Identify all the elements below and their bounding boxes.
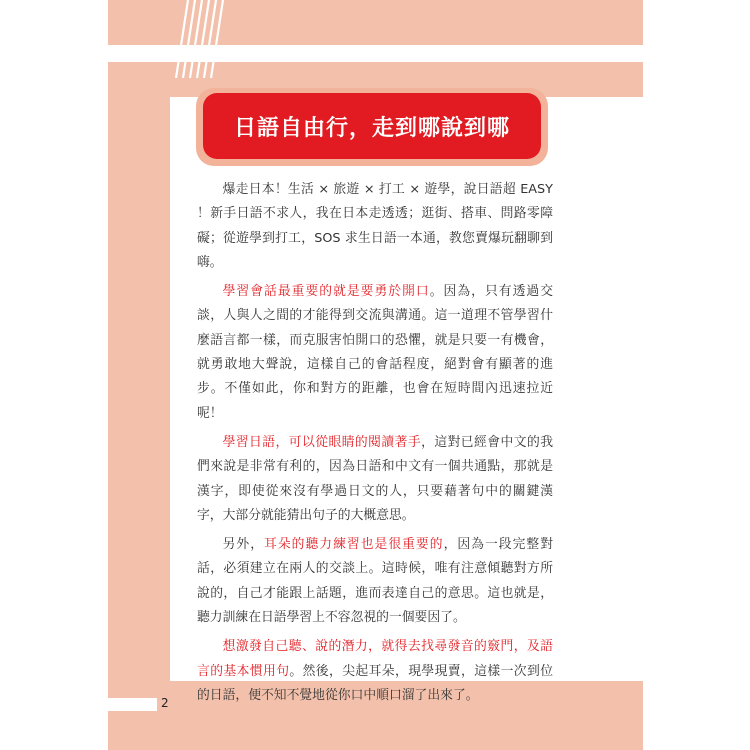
paragraph: [197, 178, 553, 275]
body-text: ，這對已經會中文的我們來說是非常有利的，因為日語和中文有一個共通點，那就是漢字，即使從來沒有學過日文的人，只要藉著句中的關鍵漢字，大部分就能猜出句子的大概意思。: [197, 434, 554, 523]
article-body: [197, 178, 553, 713]
highlighted-text: 想激發自己聽、說的潛力，就得去找尋發音的竅門，及語言的基本慣用句: [197, 639, 553, 679]
paragraph: [197, 533, 553, 630]
diagonal-stripes-decoration: [168, 0, 228, 78]
body-text: 。因為，只有透過交談，人與人之間的才能得到交流與溝通。這一道理不管學習什麼語言都一樣，而克服害怕開口的恐懼，就是只要一有機會，就勇敢地大聲說，這樣自己的會話程度，絕對會有顯著的進步。不僅如此，你和對方的距離，也會在短時間內迅速拉近呢！: [197, 284, 554, 421]
title-banner: [203, 93, 541, 159]
body-text: 。然後，尖起耳朵，現學現賣，這樣一次到位的日語，便不知不覺地從你口中順口溜了出來了。: [197, 663, 554, 703]
page-number: 2: [161, 696, 169, 710]
paragraph: [197, 431, 553, 528]
highlighted-text: 學習會話最重要的就是要勇於開口: [222, 284, 430, 300]
page-title: 日語自由行，走到哪說到哪: [233, 115, 510, 141]
body-text: 另外，: [222, 537, 265, 553]
body-text: ，因為一段完整對話，必須建立在兩人的交談上。這時候，唯有注意傾聽對方所說的，自己才能跟上話題，進而表達自己的意思。這也就是，聽力訓練在日語學習上不容忽視的一個要因了。: [197, 537, 554, 626]
body-text: 爆走日本！生活 × 旅遊 × 打工 × 遊學，說日語超 EASY ！新手日語不求人，我在日本走透透；逛街、搭車、問路零障礙；從遊學到打工，SOS 求生日語一本通，教您賣爆玩翻聊到嗨。: [197, 182, 553, 270]
paragraph: [197, 635, 553, 708]
highlighted-text: 耳朵的聽力練習也是很重要的: [264, 537, 444, 553]
footer-bar: [108, 698, 157, 711]
paragraph: [197, 280, 553, 426]
highlighted-text: 學習日語，可以從眼睛的閱讀著手: [222, 434, 422, 450]
